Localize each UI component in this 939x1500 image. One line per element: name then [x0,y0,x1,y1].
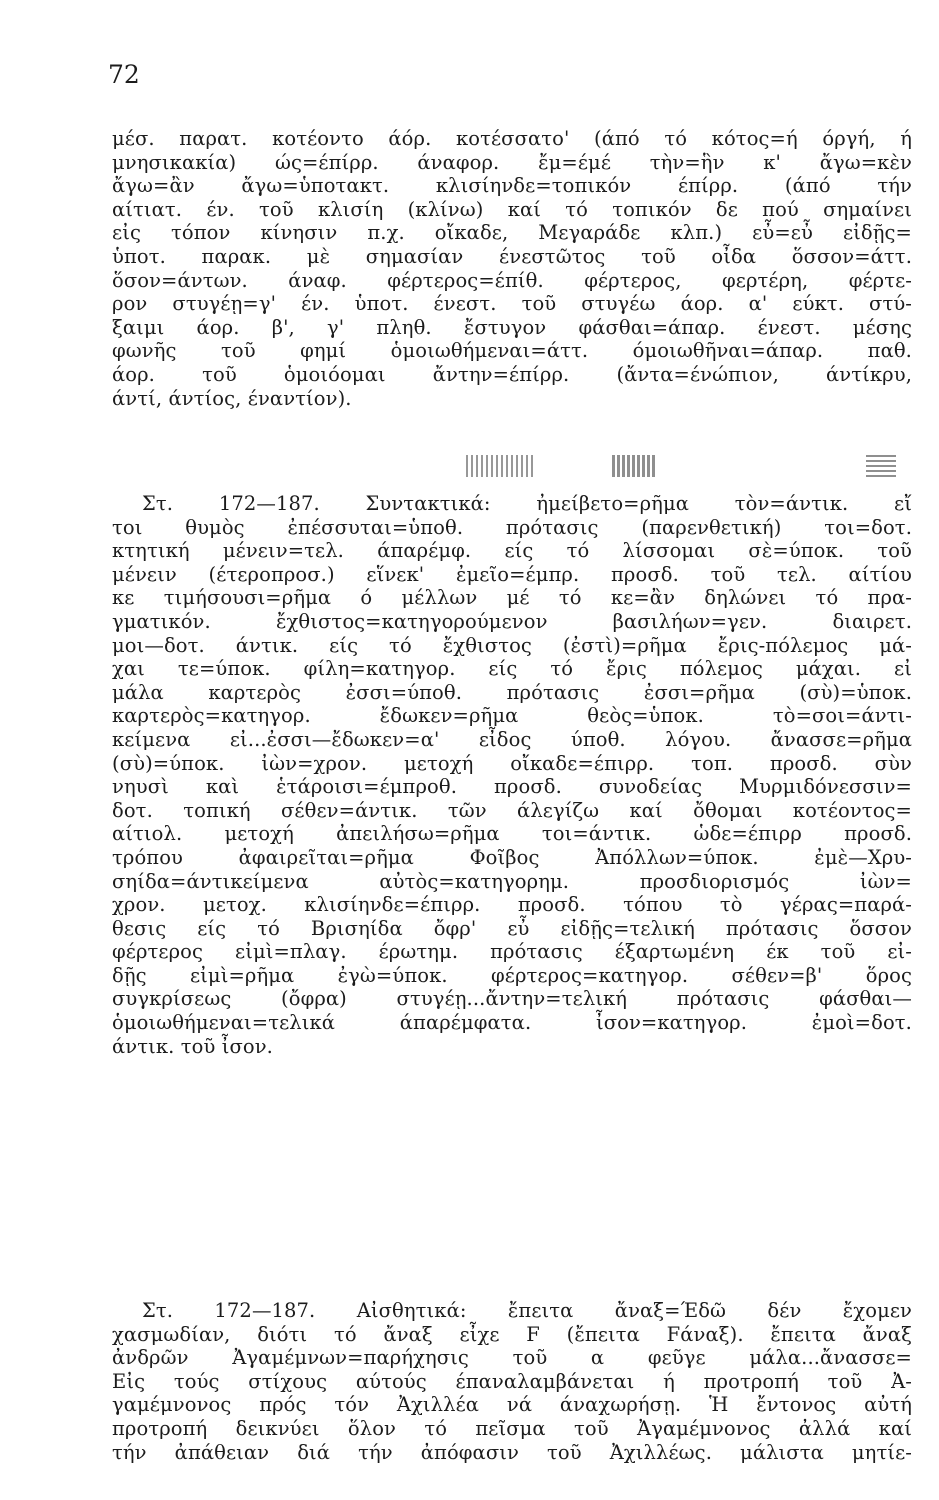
text-line: καρτερὸς=κατηγορ. ἔδωκεν=ρῆμα θεὸς=ὑποκ. τὸ=σοι=άντι- [112,704,912,728]
text-line: τοι θυμὸς ἐπέσσυται=ὑποθ. πρότασις (παρενθετική) τοι=δοτ. [112,515,912,539]
text-line: εἰς τόπον κίνησιν π.χ. οἴκαδε, Μεγαράδε κλπ.) εὖ=εὖ εἰδῇς= [112,221,912,245]
text-line: ὅσον=άντων. άναφ. φέρτερος=έπίθ. φέρτερος, φερτέρη, φέρτε- [112,268,912,292]
text-line: μοι—δοτ. άντικ. είς τό ἔχθιστος (ἐστὶ)=ρῆμα ἔρις-πόλεμος μά- [112,633,912,657]
text-line: αίτιατ. έν. τοῦ κλισίη (κλίνω) καί τό τοπικόν δε πού σημαίνει [112,197,912,221]
text-line: προτροπή δεικνύει ὅλον τό πεῖσμα τοῦ Ἀγαμέμνονος ἀλλά καί [112,1416,912,1440]
text-line: μνησικακία) ώς=έπίρρ. άναφορ. ἔμ=έμέ τὴν=ἣν κ' ἄγω=κὲν [112,150,912,174]
text-line: φωνῆς τοῦ φημί ὁμοιωθήμεναι=άττ. όμοιωθῆναι=άπαρ. παθ. [112,339,912,363]
text-line: χρον. μετοχ. κλισίηνδε=έπιρρ. προσδ. τόπου τὸ γέρας=παρά- [112,893,912,917]
text-line: άντικ. τοῦ ἶσον. [112,1034,273,1058]
text-line: ρον στυγέῃ=γ' έν. ὑποτ. ένεστ. τοῦ στυγέω άορ. α' εύκτ. στύ- [112,292,912,316]
scan-noise [866,455,896,477]
text-line: αίτιολ. μετοχή ἀπειλήσω=ρῆμα τοι=άντικ. ὡδε=έπιρρ προσδ. [112,822,912,846]
text-line: ἀνδρῶν Ἀγαμέμνων=παρήχησις τοῦ α φεῦγε μάλα...ἄνασσε= [112,1346,912,1370]
text-line: Εἰς τούς στίχους αύτούς έπαναλαμβάνεται ή προτροπή τοῦ Ἀ- [112,1369,912,1393]
text-line: γαμέμνονος πρός τόν Ἀχιλλέα νά άναχωρήσῃ. Ἡ ἔντονος αὐτή [112,1393,912,1417]
text-line: Στ. 172—187. Αἰσθητικά: ἔπειτα ἄναξ=Έδῶ δέν ἔχομεν [142,1299,912,1322]
paragraph-aesthetics [112,1299,912,1464]
paragraph-vocabulary [112,127,912,410]
text-line: κε τιμήσουσι=ρῆμα ό μέλλων μέ τό κε=ἂν δηλώνει τό πρα- [112,586,912,610]
text-line: ὑποτ. παρακ. μὲ σημασίαν ένεστῶτος τοῦ οἶδα ὅσσον=άττ. [112,244,912,268]
text-line: ὁμοιωθήμεναι=τελικά άπαρέμφατα. ἶσον=κατηγορ. ἐμοὶ=δοτ. [112,1011,912,1035]
text-line: νηυσὶ καὶ ἑτάροισι=έμπροθ. προσδ. συνοδείας Μυρμιδόνεσσιν= [112,775,912,799]
text-line: τρόπου ἀφαιρεῖται=ρῆμα Φοῖβος Ἀπόλλων=ύποκ. ἐμὲ—Χρυ- [112,845,912,869]
text-line: δῇς εἰμὶ=ρῆμα ἐγὼ=ύποκ. φέρτερος=κατηγορ. σέθεν=β' ὅρος [112,963,912,987]
text-line: θεσις είς τό Βρισηίδα ὄφρ' εὖ εἰδῇς=τελική πρότασις ὅσσον [112,916,912,940]
text-line: άντί, άντίος, έναντίον). [112,386,352,410]
text-line: άορ. τοῦ ὁμοιόομαι ἄντην=έπίρρ. (ἄντα=ένώπιον, άντίκρυ, [112,362,912,386]
text-line: ξαιμι άορ. β', γ' πληθ. ἔστυγον φάσθαι=άπαρ. ένεστ. μέσης [112,315,912,339]
text-line: συγκρίσεως (ὄφρα) στυγέῃ...ἄντην=τελική πρότασις φάσθαι— [112,987,912,1011]
text-line: χαι τε=ύποκ. φίλη=κατηγορ. είς τό ἔρις πόλεμος μάχαι. εἰ [112,657,912,681]
text-line: κείμενα εἰ...ἐσσι—ἔδωκεν=α' εἶδος ύποθ. λόγου. ἄνασσε=ρῆμα [112,727,912,751]
text-line: μένειν (έτεροπροσ.) εἵνεκ' ἐμεῖο=έμπρ. προσδ. τοῦ τελ. αίτίου [112,562,912,586]
text-line: ἄγω=ἂν ἄγω=ὑποτακτ. κλισίηνδε=τοπικόν έπίρρ. (άπό τήν [112,174,912,198]
scan-noise [612,455,656,477]
text-line: δοτ. τοπική σέθεν=άντικ. τῶν άλεγίζω καί ὄθομαι κοτέοντος= [112,798,912,822]
text-line: φέρτερος εἰμὶ=πλαγ. έρωτημ. πρότασις έξαρτωμένη έκ τοῦ εἰ- [112,940,912,964]
text-line: κτητική μένειν=τελ. άπαρέμφ. είς τό λίσσομαι σὲ=ύποκ. τοῦ [112,539,912,563]
page-number: 72 [108,60,140,89]
text-line: χασμωδίαν, διότι τό ἄναξ εἶχε F (ἔπειτα Fάναξ). ἔπειτα ἄναξ [112,1322,912,1346]
scan-noise [466,455,536,477]
text-line: γματικόν. ἔχθιστος=κατηγορούμενον βασιλήων=γεν. διαιρετ. [112,609,912,633]
text-line: τήν ἀπάθειαν διά τήν ἀπόφασιν τοῦ Ἀχιλλέως. μάλιστα μητίε- [112,1440,912,1464]
text-line: μέσ. παρατ. κοτέοντο άόρ. κοτέσσατο' (άπό τό κότος=ή όργή, ή [112,127,912,150]
text-line: (σὺ)=ύποκ. ἰὼν=χρον. μετοχή οἴκαδε=έπιρρ. τοπ. προσδ. σὺν [112,751,912,775]
text-line: μάλα καρτερὸς ἐσσι=ύποθ. πρότασις ἐσσι=ρῆμα (σὺ)=ὑποκ. [112,680,912,704]
text-line: Στ. 172—187. Συντακτικά: ἠμείβετο=ρῆμα τὸν=άντικ. εἴ [142,492,912,515]
paragraph-syntax [112,492,912,1058]
text-line: σηίδα=άντικείμενα αὐτὸς=κατηγορημ. προσδιορισμός ἰὼν= [112,869,912,893]
